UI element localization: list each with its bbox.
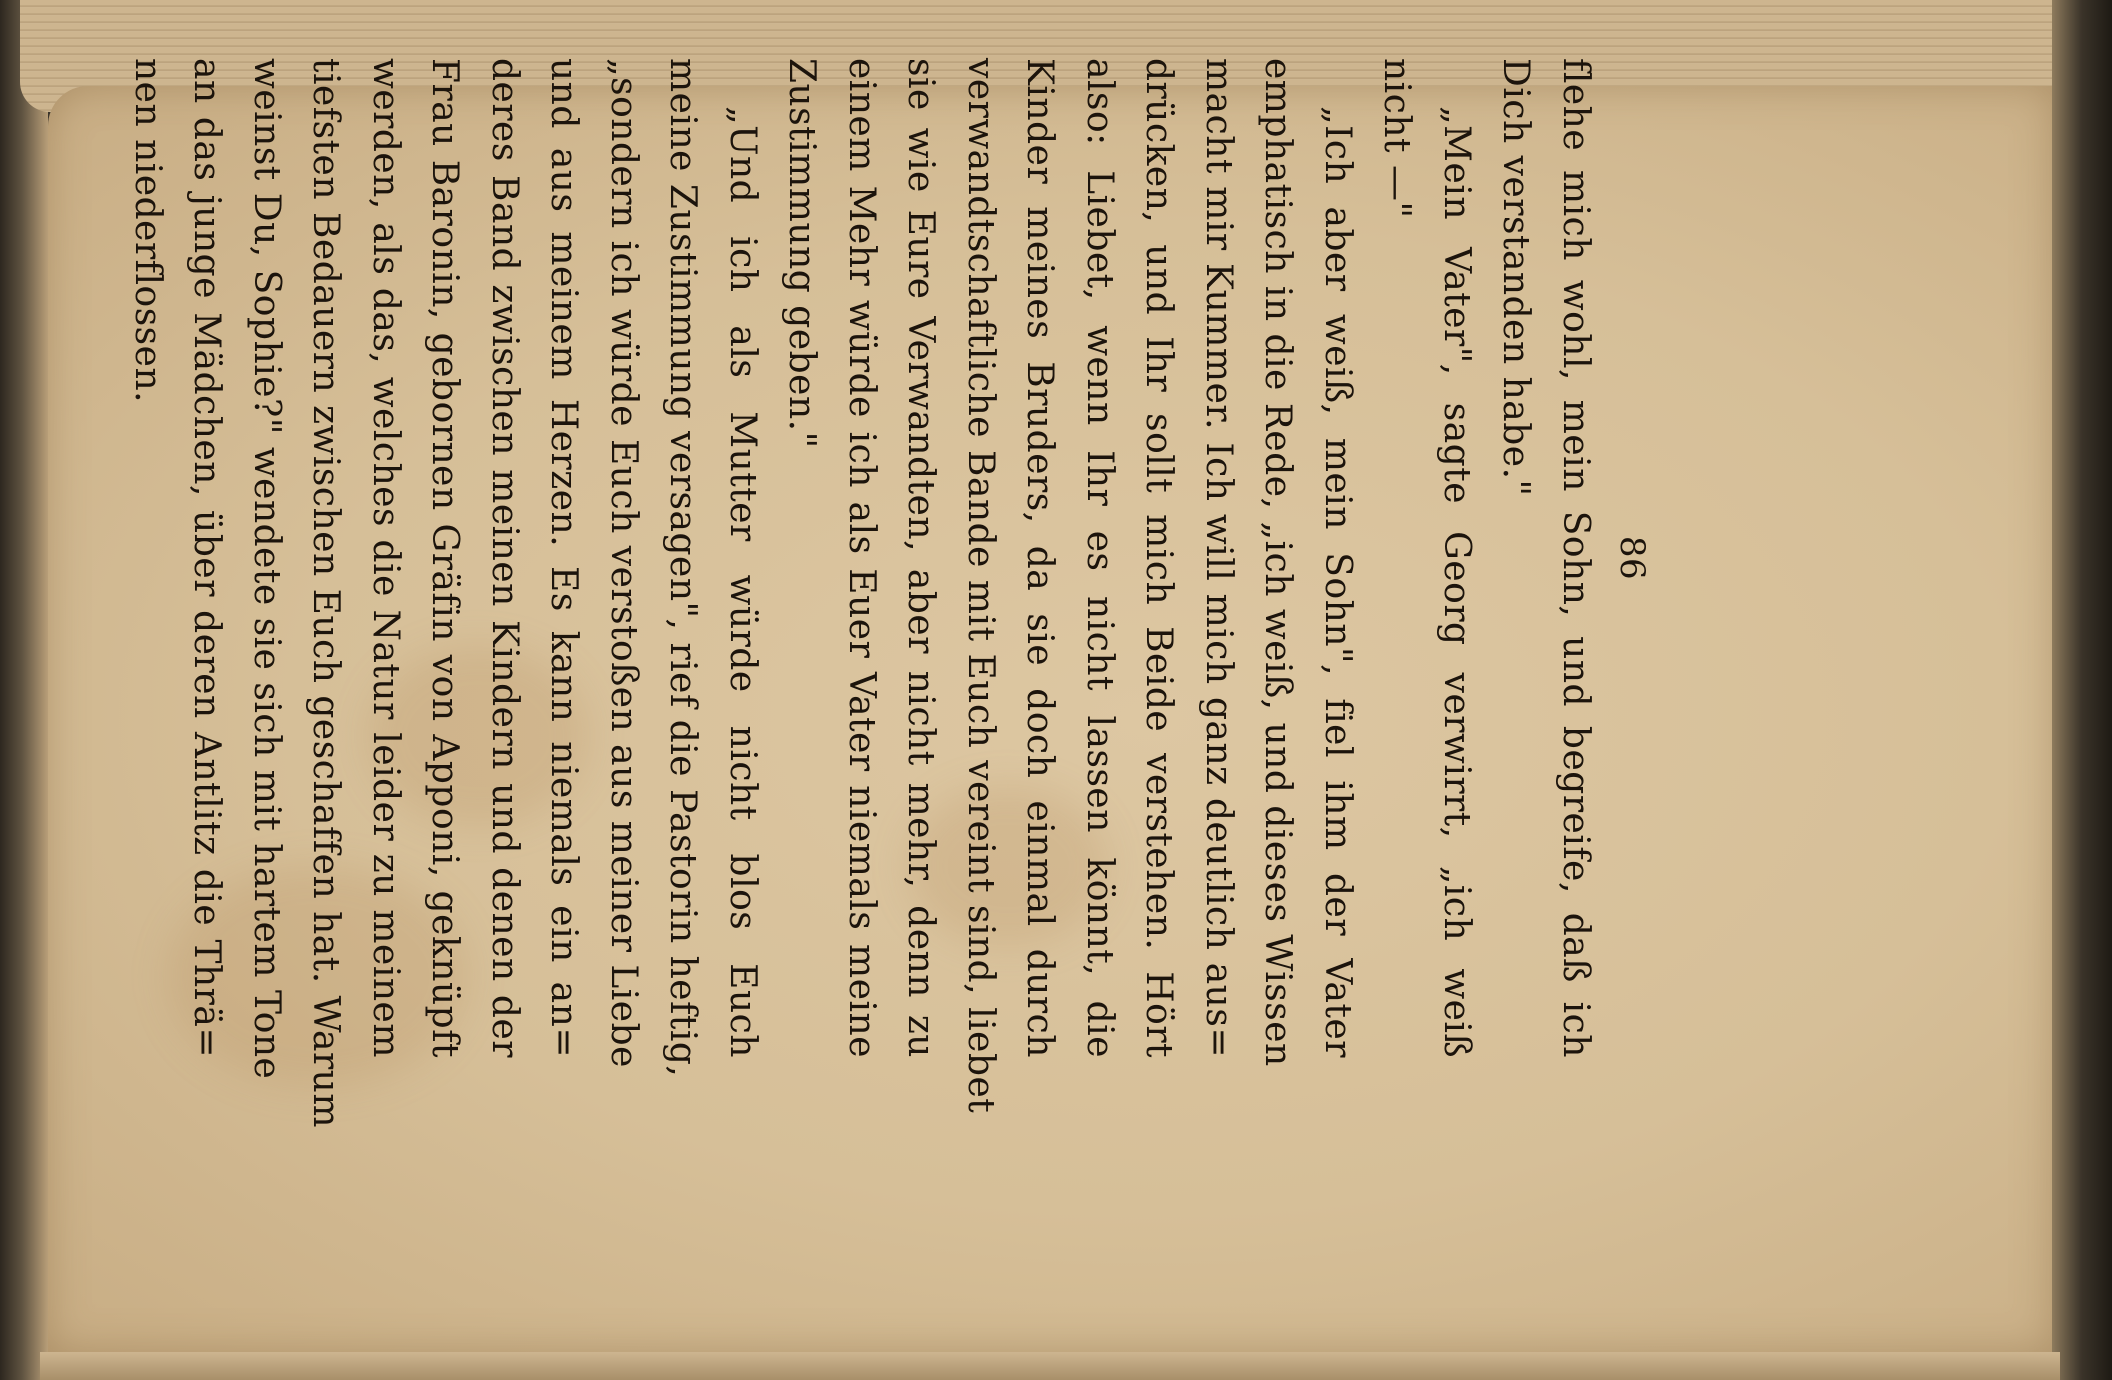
text-line: deres Band zwischen meinen Kindern und denen der	[484, 58, 525, 1058]
text-line: einem Mehr würde ich als Euer Vater niemals meine	[841, 58, 882, 1058]
text-line: Frau Baronin, gebornen Gräfin von Apponi, geknüpft	[424, 58, 466, 1058]
text-line: nicht —"	[1376, 58, 1418, 219]
book-spine-right	[2052, 0, 2112, 1380]
text-line: „sondern ich würde Euch verstoßen aus meiner Liebe	[603, 58, 644, 1068]
text-line: weinst Du, Sophie?" wendete sie sich mit hartem Tone	[246, 58, 287, 1080]
text-line: macht mir Kummer. Ich will mich ganz deutlich aus=	[1198, 58, 1239, 1058]
text-line: werden, als das, welches die Natur leider zu meinem	[365, 58, 406, 1058]
book-spine-left	[0, 0, 48, 1380]
page-text	[118, 58, 1652, 1128]
text-line: drücken, und Ihr sollt mich Beide verstehen. Hört	[1138, 58, 1180, 1058]
text-line: Kinder meines Bruders, da sie doch einmal durch	[1019, 58, 1061, 1058]
text-line: „Ich aber weiß, mein Sohn", fiel ihm der Vater	[1317, 106, 1358, 1058]
text-line: also: Liebet, wenn Ihr es nicht lassen könnt, die	[1079, 58, 1120, 1058]
text-line: nen niederflossen.	[127, 58, 168, 404]
text-line: sie wie Eure Verwandten, aber nicht mehr, denn zu	[900, 58, 942, 1058]
text-line: flehe mich wohl, mein Sohn, und begreife, daß ich	[1555, 58, 1596, 1058]
text-line: und aus meinem Herzen. Es kann niemals ein an=	[543, 58, 585, 1058]
text-line: tiefsten Bedauern zwischen Euch geschaffen hat. Warum	[305, 58, 347, 1128]
text-line: Zustimmung geben."	[781, 58, 823, 449]
text-line: meine Zustimmung versagen", rief die Pastorin heftig,	[662, 58, 704, 1078]
rotated-page-content	[127, 58, 1652, 1308]
text-line: „Und ich als Mutter würde nicht blos Euch	[722, 106, 763, 1058]
text-line: „Mein Vater", sagte Georg verwirrt, „ich weiß	[1436, 106, 1477, 1058]
text-line: an das junge Mädchen, über deren Antlitz die Thrä=	[186, 58, 228, 1058]
text-line: Dich verstanden habe."	[1495, 58, 1537, 497]
text-line: emphatisch in die Rede, „ich weiß, und dieses Wissen	[1257, 58, 1299, 1067]
text-line: verwandtschaftliche Bande mit Euch vereint sind, liebet	[960, 58, 1001, 1114]
page-number: 86	[1612, 535, 1652, 581]
page-edges-bottom	[40, 1352, 2060, 1380]
